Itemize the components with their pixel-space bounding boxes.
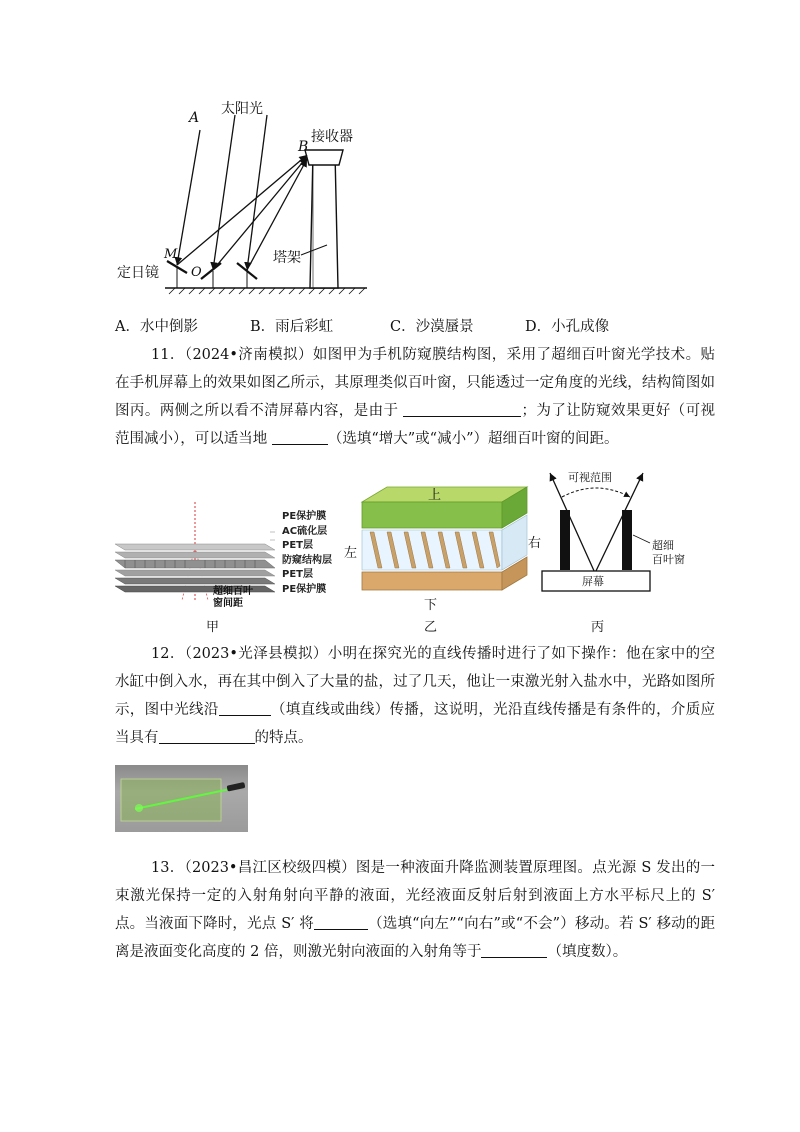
layer-label: PE保护膜 — [282, 583, 327, 595]
q11-text-2: ；为了让防窥效果更好（可视范围减小），可以适当地 — [115, 403, 716, 447]
screen-label: 屏幕 — [582, 575, 604, 588]
q13-blank-1[interactable] — [314, 913, 368, 930]
q11-source: （2024•济南模拟） — [184, 347, 313, 363]
figure-bing — [538, 465, 718, 635]
question-11 — [115, 341, 715, 453]
louver-3d-diagram — [342, 482, 542, 634]
q10-option-d[interactable]: D．小孔成像 — [525, 319, 610, 335]
solar-tower-figure — [105, 95, 385, 300]
receiver-label: 接收器 — [311, 129, 353, 145]
figure-yi — [342, 482, 542, 634]
q11-number: 11． — [151, 347, 185, 363]
tower-label: 塔架 — [273, 250, 301, 266]
sunlight-label: 太阳光 — [221, 101, 263, 117]
louver-label: 超细 百叶窗 — [652, 539, 685, 566]
layer-label: 防窥结构层 — [282, 554, 332, 566]
question-12 — [115, 640, 715, 752]
label-top: 上 — [428, 488, 442, 503]
q13-blank-2[interactable] — [481, 941, 547, 958]
view-angle-diagram — [538, 465, 718, 635]
caption-jia: 甲 — [206, 620, 220, 635]
label-bottom: 下 — [424, 598, 438, 613]
heliostat-label: 定日镜 — [117, 265, 159, 281]
q13-number: 13． — [151, 860, 185, 876]
q13-text-3: （填度数）。 — [547, 944, 628, 960]
q10-option-b[interactable]: B．雨后彩虹 — [250, 319, 334, 335]
laser-photo — [115, 765, 248, 832]
q11-text-3: （选填“增大”或“减小”）超细百叶窗的间距。 — [327, 431, 619, 447]
ray-a-label: A — [189, 110, 200, 126]
layer-labels — [282, 510, 332, 597]
figure-jia — [110, 492, 350, 634]
q12-text-1: 小明在探究光的直线传播时进行了如下操作：他在家中的空水缸中倒入水，再在其中倒入了大量的盐，过了几天，他让一束激光射入盐水中，光路如图所示，图中光线沿 — [115, 646, 715, 718]
layer-label: AC硫化层 — [282, 525, 328, 537]
question-13 — [115, 854, 715, 966]
caption-yi: 乙 — [424, 620, 438, 635]
view-range-label: 可视范围 — [568, 471, 612, 484]
q12-number: 12． — [151, 646, 185, 662]
q11-blank-1[interactable] — [403, 400, 521, 417]
q13-text-2: （选填“向左”“向右”或“不会”）移动。若 S′ 移动的距离是液面变化高度的 2 倍，则激光射向液面的入射角等于 — [115, 916, 715, 960]
q12-text-2: （填直线或曲线）传播，这说明，光沿直线传播是有条件的，介质应当具有 — [115, 702, 716, 746]
caption-bing: 丙 — [591, 620, 605, 635]
q10-option-a[interactable]: A．水中倒影 — [115, 319, 198, 335]
point-b-label: B — [298, 139, 309, 155]
laser-beam-image — [115, 765, 248, 832]
q10-option-c[interactable]: C．沙漠蜃景 — [390, 319, 474, 335]
q13-source: （2023•昌江区校级四模） — [184, 860, 356, 876]
point-o-label: O — [191, 265, 202, 280]
louver-pitch-label: 超细百叶 窗间距 — [213, 586, 253, 609]
q11-blank-2[interactable] — [272, 428, 328, 445]
q11-text-1: 如图甲为手机防窥膜结构图，采用了超细百叶窗光学技术。贴在手机屏幕上的效果如图乙所示，其原理类似百叶窗，只能透过一定角度的光线，结构简图如图丙。两侧之所以看不清屏幕内容，是由于 — [115, 347, 716, 419]
layer-label: PET层 — [282, 540, 313, 551]
q12-blank-2[interactable] — [159, 727, 255, 744]
q12-source: （2023•光泽县模拟） — [184, 646, 328, 662]
label-right: 右 — [528, 536, 542, 551]
q12-text-3: 的特点。 — [254, 730, 313, 746]
point-m-label: M — [164, 247, 178, 262]
layer-label: PE保护膜 — [282, 511, 327, 522]
q13-text-1: 图是一种液面升降监测装置原理图。点光源 S 发出的一束激光保持一定的入射角射向平静的液面，光经液面反射后射到液面上方水平标尺上的 S′ 点。当液面下降时，光点 S′ 将 — [115, 860, 715, 932]
label-left: 左 — [344, 546, 358, 561]
layer-label: PET层 — [282, 569, 313, 580]
q12-blank-1[interactable] — [219, 699, 271, 716]
